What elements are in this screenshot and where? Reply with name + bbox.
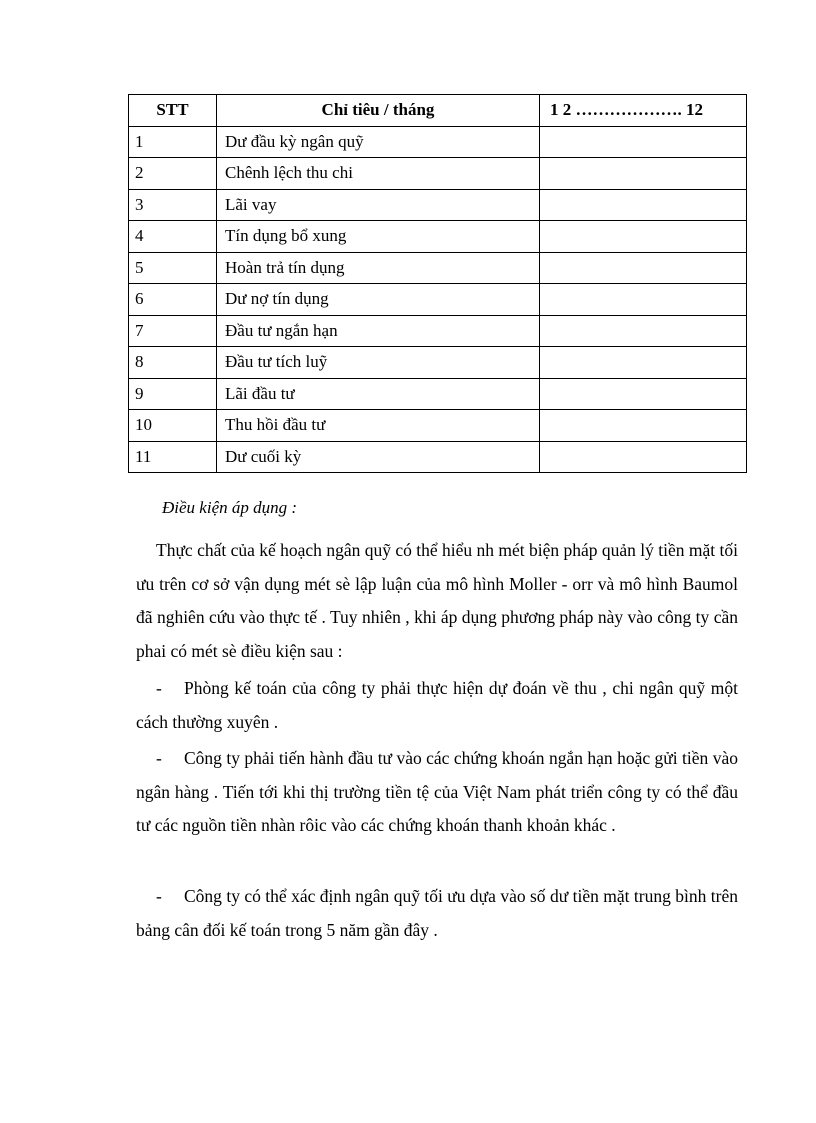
table-row xyxy=(129,347,747,379)
row-stt: 4 xyxy=(129,221,217,253)
row-months-cell xyxy=(540,347,747,379)
bullet-dash: - xyxy=(156,678,162,698)
row-months-cell xyxy=(540,221,747,253)
row-months-cell xyxy=(540,158,747,190)
table-row xyxy=(129,252,747,284)
condition-bullet-text: Công ty có thể xác định ngân quỹ tối ưu dựa vào số dư tiền mặt trung bình trên bảng cân đối kế toán trong 5 năm gần đây . xyxy=(136,886,738,940)
row-criteria: Dư cuối kỳ xyxy=(217,441,540,473)
row-stt: 8 xyxy=(129,347,217,379)
condition-bullet-text: Công ty phải tiến hành đầu tư vào các chứng khoán ngắn hạn hoặc gửi tiền vào ngân hàng . Tiến tới khi thị trường tiền tệ của Việt Nam phát triển công ty có thể đầu tư các nguồn tiền nhàn rôic vào các chứng khoán thanh khoản khác . xyxy=(136,748,738,835)
header-months: 1 2 ………………. 12 xyxy=(540,95,747,127)
table-row xyxy=(129,158,747,190)
conditions-heading: Điều kiện áp dụng : xyxy=(162,498,298,517)
row-criteria: Hoàn trả tín dụng xyxy=(217,252,540,284)
row-criteria: Dư nợ tín dụng xyxy=(217,284,540,316)
table-row xyxy=(129,378,747,410)
row-stt: 6 xyxy=(129,284,217,316)
row-stt: 3 xyxy=(129,189,217,221)
row-criteria: Chênh lệch thu chi xyxy=(217,158,540,190)
condition-bullet-item xyxy=(136,880,738,947)
row-stt: 10 xyxy=(129,410,217,442)
row-criteria: Tín dụng bổ xung xyxy=(217,221,540,253)
row-criteria: Đầu tư ngắn hạn xyxy=(217,315,540,347)
row-months-cell xyxy=(540,126,747,158)
row-criteria: Thu hồi đầu tư xyxy=(217,410,540,442)
table-row xyxy=(129,189,747,221)
row-criteria: Lãi vay xyxy=(217,189,540,221)
row-stt: 7 xyxy=(129,315,217,347)
row-months-cell xyxy=(540,315,747,347)
cash-budget-table xyxy=(128,94,747,473)
header-stt: STT xyxy=(129,95,217,127)
row-months-cell xyxy=(540,284,747,316)
condition-bullet-item xyxy=(136,742,738,843)
row-criteria: Lãi đầu tư xyxy=(217,378,540,410)
table-row xyxy=(129,441,747,473)
bullet-dash: - xyxy=(156,748,162,768)
row-months-cell xyxy=(540,378,747,410)
table-row xyxy=(129,284,747,316)
row-stt: 9 xyxy=(129,378,217,410)
table-row xyxy=(129,315,747,347)
row-stt: 1 xyxy=(129,126,217,158)
table-row xyxy=(129,221,747,253)
row-months-cell xyxy=(540,189,747,221)
row-criteria: Đầu tư tích luỹ xyxy=(217,347,540,379)
table-header-row xyxy=(129,95,747,127)
table-row xyxy=(129,410,747,442)
row-months-cell xyxy=(540,252,747,284)
row-stt: 2 xyxy=(129,158,217,190)
row-months-cell xyxy=(540,410,747,442)
row-stt: 11 xyxy=(129,441,217,473)
row-months-cell xyxy=(540,441,747,473)
row-criteria: Dư đầu kỳ ngân quỹ xyxy=(217,126,540,158)
bullet-dash: - xyxy=(156,886,162,906)
table-row xyxy=(129,126,747,158)
condition-bullet-item xyxy=(136,672,738,739)
row-stt: 5 xyxy=(129,252,217,284)
condition-bullet-text: Phòng kế toán của công ty phải thực hiện dự đoán về thu , chi ngân quỹ một cách thường xuyên . xyxy=(136,678,738,732)
header-criteria: Chỉ tiêu / tháng xyxy=(217,95,540,127)
conditions-intro-paragraph: Thực chất của kế hoạch ngân quỹ có thể hiểu nh mét biện pháp quản lý tiền mặt tối ưu trên cơ sở vận dụng mét sè lập luận của mô hình Moller - orr và mô hình Baumol đã nghiên cứu vào thực tế . Tuy nhiên , khi áp dụng phương pháp này vào công ty cần phai có mét sè điều kiện sau : xyxy=(136,540,738,661)
